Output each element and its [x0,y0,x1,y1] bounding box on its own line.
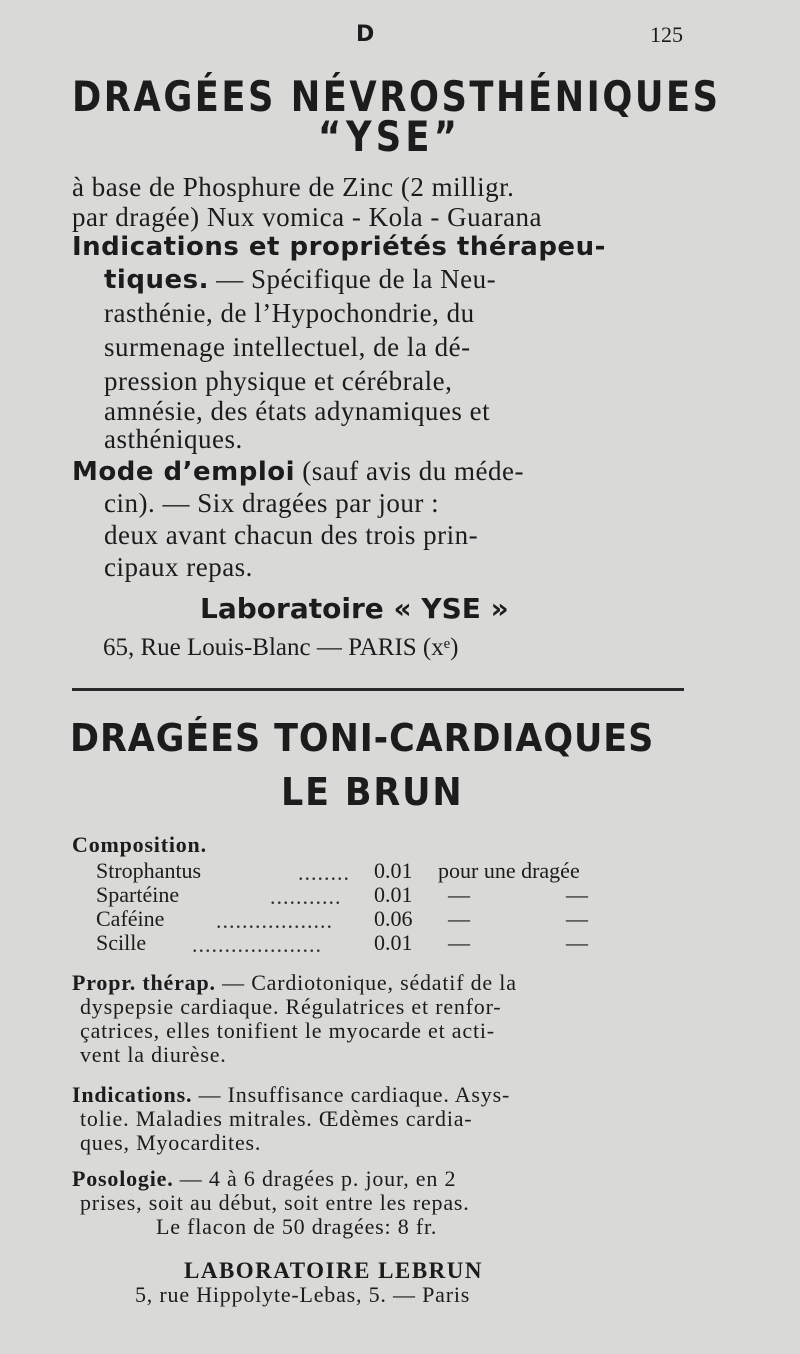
ingredient-dose: 0.06 [374,906,413,931]
ad1-mode-label: Mode d’emploi [72,457,296,487]
ad1-laboratory: Laboratoire « YSE » [200,592,509,625]
leader-dots: .................. [216,908,333,933]
ingredient-name: Spartéine [96,882,180,907]
ditto-dash: — [566,906,588,931]
ad2-propr-text: — Cardiotonique, sédatif de la [215,970,517,995]
ditto-dash: — [448,930,470,955]
ad2-posologie-line: Le flacon de 50 dragées: 8 fr. [156,1214,438,1239]
leader-dots: ........ [298,860,350,885]
ad2-posologie-line [72,1166,456,1192]
ingredient-name: Scille [96,930,147,955]
page-number: 125 [650,22,683,47]
dose-unit: pour une dragée [438,858,580,883]
ad1-indications-line: asthéniques. [104,424,243,454]
ad2-propr-line: dyspepsie cardiaque. Régulatrices et renfor- [80,994,502,1019]
composition-row [96,858,666,884]
leader-dots: .................... [192,932,322,957]
ingredient-name: Caféine [96,906,165,931]
ditto-dash: — [566,882,588,907]
ingredient-dose: 0.01 [374,930,413,955]
composition-row [96,906,666,932]
ad1-indications-line: pression physique et cérébrale, [104,366,453,396]
section-letter: D [356,22,375,47]
ad2-subtitle: LE BRUN [281,770,464,814]
ad1-indications-label-cont: tiques. [104,265,209,295]
ad2-propr-label: Propr. thérap. [72,970,216,995]
ad1-indications-line: surmenage intellectuel, de la dé- [104,332,471,362]
ad1-body-line: à base de Phosphure de Zinc (2 milligr. [72,172,515,202]
ad2-propr-line: vent la diurèse. [80,1042,227,1067]
ad2-posologie-text: — 4 à 6 dragées p. jour, en 2 [173,1166,457,1191]
ad1-mode-line [72,456,524,487]
ad1-mode-line: cipaux repas. [104,552,253,582]
ad2-address: 5, rue Hippolyte-Lebas, 5. — Paris [135,1282,471,1307]
ad2-title: DRAGÉES TONI-CARDIAQUES [70,716,655,760]
ad1-body-line: par dragée) Nux vomica - Kola - Guarana [72,202,543,232]
ad2-posologie-line: prises, soit au début, soit entre les repas. [80,1190,470,1215]
ditto-dash: — [448,906,470,931]
ad2-indications-line [72,1082,510,1108]
composition-row [96,882,666,908]
ad2-propr-line: çatrices, elles tonifient le myocarde et acti- [80,1018,495,1043]
composition-row [96,930,666,956]
ad1-indications-text: — Spécifique de la Neu- [208,264,497,294]
ad2-propr-line [72,970,517,996]
section-divider [72,688,684,691]
ad1-mode-line: deux avant chacun des trois prin- [104,520,479,550]
ditto-dash: — [448,882,470,907]
ad1-mode-line: cin). — Six dragées par jour : [104,488,440,518]
ad2-indications-line: ques, Myocardites. [80,1130,262,1155]
leader-dots: ........... [270,884,342,909]
ad2-indications-text: — Insuffisance cardiaque. Asys- [192,1082,511,1107]
ad1-subtitle: “YSE” [318,112,462,161]
ingredient-name: Strophantus [96,858,202,883]
ad2-indications-line: tolie. Maladies mitrales. Œdèmes cardia- [80,1106,473,1131]
ad1-indications-line: amnésie, des états adynamiques et [104,396,491,426]
ad2-laboratory: LABORATOIRE LEBRUN [184,1258,484,1283]
ad1-indications-line [104,264,496,295]
ad1-indications-line: rasthénie, de l’Hypochondrie, du [104,298,475,328]
ad2-posologie-label: Posologie. [72,1166,174,1191]
ditto-dash: — [566,930,588,955]
ad1-mode-text: (sauf avis du méde- [295,456,524,486]
ad1-indications-label: Indications et propriétés thérapeu- [72,232,606,262]
ad2-composition-label: Composition. [72,832,207,857]
ad1-title: DRAGÉES NÉVROSTHÉNIQUES [72,72,721,121]
ingredient-dose: 0.01 [374,882,413,907]
ad1-address: 65, Rue Louis-Blanc — PARIS (xᵉ) [103,634,459,661]
ingredient-dose: 0.01 [374,858,413,883]
ad2-indications-label: Indications. [72,1082,193,1107]
